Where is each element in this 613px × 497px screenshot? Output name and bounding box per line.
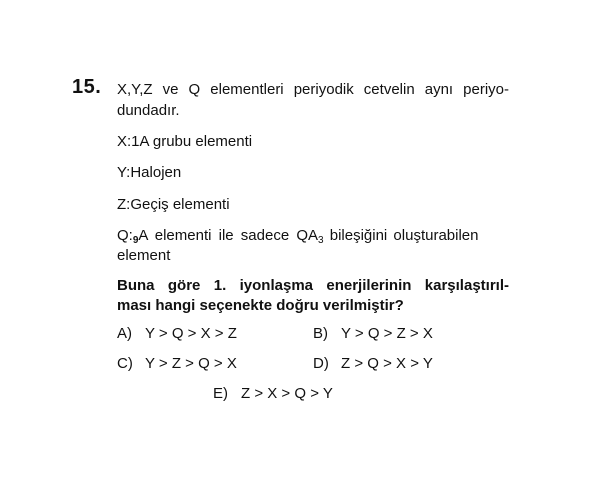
- q-element-info-line1: [117, 226, 509, 248]
- option-d[interactable]: [313, 354, 433, 374]
- z-element-info: Z:Geçiş elementi: [117, 196, 230, 213]
- option-a-text: Y > Q > X > Z: [145, 325, 237, 342]
- q-info-suffix: bileşiğini oluşturabilen: [323, 227, 479, 244]
- option-e-text: Z > X > Q > Y: [241, 385, 333, 402]
- x-element-info: X:1A grubu elementi: [117, 133, 253, 150]
- question-stem-line1: X,Y,Z ve Q elementleri periyodik cetvelin aynı periyo-: [117, 81, 509, 98]
- y-element-info: Y:Halojen: [117, 164, 182, 181]
- option-c-text: Y > Z > Q > X: [145, 355, 237, 372]
- q-info-atomic-number: 9: [132, 235, 139, 246]
- option-d-letter: D): [313, 355, 329, 372]
- question-number: 15.: [72, 76, 102, 98]
- q-element-info-line2: element: [117, 247, 171, 264]
- question-prompt-line1: Buna göre 1. iyonlaşma enerjilerinin karşılaştırıl-: [117, 277, 509, 294]
- option-c[interactable]: [117, 354, 237, 374]
- q-info-prefix: Q:: [117, 227, 133, 244]
- question-prompt-line2: ması hangi seçenekte doğru verilmiştir?: [117, 297, 404, 314]
- option-b-text: Y > Q > Z > X: [341, 325, 433, 342]
- option-e[interactable]: [213, 384, 333, 404]
- option-c-letter: C): [117, 355, 133, 372]
- option-a[interactable]: [117, 324, 237, 344]
- q-info-formula-subscript: 3: [318, 235, 324, 246]
- q-info-mid: A elementi ile sadece QA: [138, 227, 318, 244]
- option-b-letter: B): [313, 325, 328, 342]
- question-stem-line2: dundadır.: [117, 102, 180, 119]
- option-d-text: Z > Q > X > Y: [341, 355, 433, 372]
- option-e-letter: E): [213, 385, 228, 402]
- option-a-letter: A): [117, 325, 132, 342]
- option-b[interactable]: [313, 324, 433, 344]
